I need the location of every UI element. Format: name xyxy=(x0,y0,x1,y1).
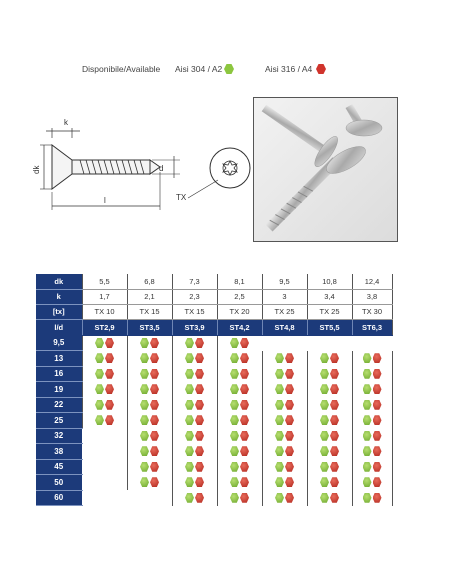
a2-hex-icon xyxy=(185,400,194,410)
length-row xyxy=(36,444,392,460)
a4-hex-icon xyxy=(195,462,204,472)
availability-cell xyxy=(307,413,352,429)
availability-cell xyxy=(352,335,392,351)
a2-hex-icon xyxy=(230,353,239,363)
availability-label: Disponibile/Available xyxy=(82,64,161,74)
a2-hex-icon xyxy=(320,446,329,456)
availability-cell xyxy=(217,475,262,491)
availability-cell xyxy=(82,351,127,367)
a2-hex-icon xyxy=(185,353,194,363)
spec-cell: 3,8 xyxy=(352,289,392,304)
availability-cell xyxy=(307,490,352,506)
a4-hex-icon xyxy=(150,353,159,363)
a4-hex-icon xyxy=(373,477,382,487)
a4-hex-icon xyxy=(330,493,339,503)
a4-hex-icon xyxy=(285,446,294,456)
availability-cell xyxy=(217,366,262,382)
availability-cell xyxy=(217,444,262,460)
length-row xyxy=(36,428,392,444)
a4-hex-icon xyxy=(240,477,249,487)
a2-hex-icon xyxy=(95,369,104,379)
size-header-row xyxy=(36,319,392,335)
availability-cell xyxy=(262,351,307,367)
dim-d-label: d xyxy=(159,164,164,173)
spec-row-tx xyxy=(36,304,392,319)
a2-hex-icon xyxy=(363,462,372,472)
length-row xyxy=(36,366,392,382)
a4-hex-icon xyxy=(195,493,204,503)
dim-dk-label: dk xyxy=(32,165,41,174)
availability-cell xyxy=(172,366,217,382)
a4-hex-icon xyxy=(373,400,382,410)
length-label: 9,5 xyxy=(36,335,82,351)
availability-cell xyxy=(352,475,392,491)
availability-cell xyxy=(82,382,127,398)
spec-cell: TX 15 xyxy=(172,304,217,319)
availability-cell xyxy=(262,382,307,398)
size-header-cell: ST4,2 xyxy=(217,319,262,335)
availability-cell xyxy=(82,459,127,475)
a4-hex-icon xyxy=(285,493,294,503)
a4-hex-icon xyxy=(240,338,249,348)
a2-hex-icon xyxy=(230,400,239,410)
a4-hex-icon xyxy=(373,431,382,441)
a4-hex-icon xyxy=(330,477,339,487)
availability-cell xyxy=(82,335,127,351)
availability-cell xyxy=(307,444,352,460)
a2-hex-icon xyxy=(230,493,239,503)
a2-hex-icon xyxy=(320,431,329,441)
availability-cell xyxy=(127,444,172,460)
dim-tx-label: TX xyxy=(176,193,187,202)
a2-hex-icon xyxy=(320,400,329,410)
a2-hex-icon xyxy=(224,64,234,74)
availability-cell xyxy=(127,413,172,429)
a2-hex-icon xyxy=(275,462,284,472)
spec-table xyxy=(36,274,393,506)
spec-cell: 7,3 xyxy=(172,274,217,289)
length-row xyxy=(36,397,392,413)
a2-hex-icon xyxy=(320,353,329,363)
a2-hex-icon xyxy=(185,369,194,379)
row-label: dk xyxy=(36,274,82,289)
length-row xyxy=(36,382,392,398)
availability-cell xyxy=(307,351,352,367)
a2-hex-icon xyxy=(275,400,284,410)
a4-hex-icon xyxy=(240,431,249,441)
a4-hex-icon xyxy=(373,446,382,456)
a4-hex-icon xyxy=(195,384,204,394)
a4-hex-icon xyxy=(195,353,204,363)
availability-cell xyxy=(127,475,172,491)
a2-hex-icon xyxy=(363,477,372,487)
a4-hex-icon xyxy=(330,384,339,394)
a4-hex-icon xyxy=(285,462,294,472)
a2-hex-icon xyxy=(320,415,329,425)
a2-hex-icon xyxy=(185,384,194,394)
a4-hex-icon xyxy=(150,431,159,441)
spec-cell: 3,4 xyxy=(307,289,352,304)
length-row xyxy=(36,335,392,351)
availability-cell xyxy=(307,335,352,351)
spec-cell: TX 25 xyxy=(262,304,307,319)
length-row xyxy=(36,475,392,491)
availability-cell xyxy=(127,366,172,382)
a2-hex-icon xyxy=(140,477,149,487)
a4-hex-icon xyxy=(373,353,382,363)
spec-cell: 3 xyxy=(262,289,307,304)
length-label: 50 xyxy=(36,475,82,491)
a4-hex-icon xyxy=(150,400,159,410)
availability-cell xyxy=(172,351,217,367)
spec-cell: 2,3 xyxy=(172,289,217,304)
spec-cell: TX 30 xyxy=(352,304,392,319)
a2-hex-icon xyxy=(275,415,284,425)
availability-cell xyxy=(352,490,392,506)
a4-hex-icon xyxy=(150,338,159,348)
a2-label: Aisi 304 / A2 xyxy=(175,64,223,74)
a2-hex-icon xyxy=(275,446,284,456)
row-label: k xyxy=(36,289,82,304)
a2-hex-icon xyxy=(320,462,329,472)
a4-hex-icon xyxy=(240,446,249,456)
a4-hex-icon xyxy=(240,353,249,363)
availability-cell xyxy=(352,413,392,429)
availability-cell xyxy=(127,459,172,475)
availability-cell xyxy=(217,428,262,444)
availability-cell xyxy=(82,366,127,382)
a2-hex-icon xyxy=(363,384,372,394)
a2-hex-icon xyxy=(275,431,284,441)
size-header-cell: ST6,3 xyxy=(352,319,392,335)
a2-hex-icon xyxy=(363,431,372,441)
a4-hex-icon xyxy=(285,353,294,363)
availability-cell xyxy=(172,444,217,460)
length-label: 22 xyxy=(36,397,82,413)
a4-hex-icon xyxy=(195,477,204,487)
spec-cell: 9,5 xyxy=(262,274,307,289)
a4-hex-icon xyxy=(240,384,249,394)
a4-hex-icon xyxy=(330,400,339,410)
size-header-cell: ST3,5 xyxy=(127,319,172,335)
availability-cell xyxy=(262,335,307,351)
availability-cell xyxy=(172,475,217,491)
length-label: 13 xyxy=(36,351,82,367)
availability-cell xyxy=(352,428,392,444)
availability-cell xyxy=(217,490,262,506)
spec-cell: 12,4 xyxy=(352,274,392,289)
a4-hex-icon xyxy=(195,415,204,425)
availability-cell xyxy=(172,490,217,506)
a2-hex-icon xyxy=(140,431,149,441)
availability-cell xyxy=(172,382,217,398)
a4-hex-icon xyxy=(150,415,159,425)
a4-hex-icon xyxy=(105,353,114,363)
availability-cell xyxy=(127,397,172,413)
availability-cell xyxy=(262,428,307,444)
a4-hex-icon xyxy=(150,384,159,394)
availability-cell xyxy=(172,397,217,413)
a4-hex-icon xyxy=(195,446,204,456)
availability-cell xyxy=(352,397,392,413)
a2-hex-icon xyxy=(185,477,194,487)
a2-hex-icon xyxy=(230,462,239,472)
material-legend xyxy=(0,62,452,78)
availability-cell xyxy=(307,428,352,444)
availability-cell xyxy=(352,459,392,475)
spec-row-dk xyxy=(36,274,392,289)
availability-cell xyxy=(217,335,262,351)
a2-hex-icon xyxy=(140,353,149,363)
availability-cell xyxy=(127,382,172,398)
availability-cell xyxy=(82,428,127,444)
a2-hex-icon xyxy=(320,369,329,379)
a4-hex-icon xyxy=(330,431,339,441)
spec-cell: 8,1 xyxy=(217,274,262,289)
length-row xyxy=(36,351,392,367)
a4-hex-icon xyxy=(240,369,249,379)
length-label: 25 xyxy=(36,413,82,429)
availability-cell xyxy=(307,382,352,398)
size-header-cell: ST2,9 xyxy=(82,319,127,335)
spec-row-k xyxy=(36,289,392,304)
availability-cell xyxy=(352,351,392,367)
a2-hex-icon xyxy=(230,415,239,425)
a2-hex-icon xyxy=(140,462,149,472)
a4-hex-icon xyxy=(373,462,382,472)
spec-cell: TX 20 xyxy=(217,304,262,319)
availability-cell xyxy=(262,444,307,460)
availability-cell xyxy=(262,459,307,475)
availability-cell xyxy=(172,335,217,351)
a4-hex-icon xyxy=(240,462,249,472)
a2-hex-icon xyxy=(363,353,372,363)
a2-hex-icon xyxy=(275,384,284,394)
a2-hex-icon xyxy=(275,477,284,487)
spec-cell: 1,7 xyxy=(82,289,127,304)
a2-hex-icon xyxy=(230,338,239,348)
a4-hex-icon xyxy=(373,384,382,394)
a2-hex-icon xyxy=(230,431,239,441)
dim-k-label: k xyxy=(64,118,68,127)
a2-hex-icon xyxy=(185,415,194,425)
row-label: [tx] xyxy=(36,304,82,319)
spec-cell: 2,1 xyxy=(127,289,172,304)
a2-hex-icon xyxy=(185,338,194,348)
a2-hex-icon xyxy=(140,400,149,410)
spec-cell: TX 25 xyxy=(307,304,352,319)
length-label: 45 xyxy=(36,459,82,475)
a4-hex-icon xyxy=(105,400,114,410)
availability-cell xyxy=(307,366,352,382)
length-label: 60 xyxy=(36,490,82,506)
a2-hex-icon xyxy=(320,477,329,487)
spec-cell: 10,8 xyxy=(307,274,352,289)
a4-hex-icon xyxy=(195,431,204,441)
size-header-label: l/d xyxy=(36,319,82,335)
a2-hex-icon xyxy=(320,493,329,503)
a2-hex-icon xyxy=(185,446,194,456)
a4-hex-icon xyxy=(330,369,339,379)
availability-cell xyxy=(217,413,262,429)
availability-cell xyxy=(262,397,307,413)
a2-hex-icon xyxy=(140,369,149,379)
a2-hex-icon xyxy=(95,415,104,425)
availability-cell xyxy=(352,382,392,398)
a4-hex-icon xyxy=(240,415,249,425)
a2-hex-icon xyxy=(230,477,239,487)
spec-cell: 2,5 xyxy=(217,289,262,304)
a2-hex-icon xyxy=(185,462,194,472)
a2-hex-icon xyxy=(230,384,239,394)
a4-hex-icon xyxy=(285,384,294,394)
availability-cell xyxy=(127,335,172,351)
a4-hex-icon xyxy=(150,446,159,456)
availability-cell xyxy=(352,366,392,382)
a2-hex-icon xyxy=(363,493,372,503)
length-label: 19 xyxy=(36,382,82,398)
a4-hex-icon xyxy=(285,400,294,410)
a2-hex-icon xyxy=(95,384,104,394)
availability-cell xyxy=(172,428,217,444)
length-row xyxy=(36,413,392,429)
screw-product-photo xyxy=(253,97,398,242)
availability-cell xyxy=(127,428,172,444)
spec-cell: 6,8 xyxy=(127,274,172,289)
availability-cell xyxy=(127,351,172,367)
a4-hex-icon xyxy=(285,477,294,487)
a2-hex-icon xyxy=(363,446,372,456)
a2-hex-icon xyxy=(95,353,104,363)
a2-hex-icon xyxy=(230,369,239,379)
availability-cell xyxy=(82,475,127,491)
availability-cell xyxy=(262,413,307,429)
a4-hex-icon xyxy=(285,415,294,425)
availability-cell xyxy=(172,459,217,475)
a2-hex-icon xyxy=(140,446,149,456)
availability-cell xyxy=(307,475,352,491)
a4-hex-icon xyxy=(330,415,339,425)
a2-hex-icon xyxy=(363,400,372,410)
a4-hex-icon xyxy=(105,338,114,348)
a4-hex-icon xyxy=(195,338,204,348)
availability-cell xyxy=(82,444,127,460)
length-label: 16 xyxy=(36,366,82,382)
a4-hex-icon xyxy=(195,369,204,379)
a2-hex-icon xyxy=(363,369,372,379)
availability-cell xyxy=(262,366,307,382)
spec-cell: 5,5 xyxy=(82,274,127,289)
size-header-cell: ST4,8 xyxy=(262,319,307,335)
a4-hex-icon xyxy=(240,493,249,503)
a4-hex-icon xyxy=(330,446,339,456)
availability-cell xyxy=(172,413,217,429)
dim-l-label: l xyxy=(104,196,106,205)
a2-hex-icon xyxy=(363,415,372,425)
a2-hex-icon xyxy=(275,493,284,503)
availability-cell xyxy=(217,351,262,367)
availability-cell xyxy=(127,490,172,506)
a2-hex-icon xyxy=(140,338,149,348)
length-row xyxy=(36,490,392,506)
availability-cell xyxy=(307,459,352,475)
a4-hex-icon xyxy=(285,431,294,441)
length-label: 38 xyxy=(36,444,82,460)
a4-hex-icon xyxy=(330,462,339,472)
a4-hex-icon xyxy=(150,369,159,379)
a4-hex-icon xyxy=(105,384,114,394)
a4-hex-icon xyxy=(330,353,339,363)
a4-hex-icon xyxy=(373,493,382,503)
a2-hex-icon xyxy=(185,493,194,503)
a2-hex-icon xyxy=(320,384,329,394)
a4-label: Aisi 316 / A4 xyxy=(265,64,313,74)
a2-hex-icon xyxy=(185,431,194,441)
availability-cell xyxy=(352,444,392,460)
a2-hex-icon xyxy=(140,384,149,394)
availability-cell xyxy=(82,413,127,429)
a2-hex-icon xyxy=(95,400,104,410)
availability-cell xyxy=(82,490,127,506)
a2-hex-icon xyxy=(275,369,284,379)
spec-cell: TX 15 xyxy=(127,304,172,319)
availability-cell xyxy=(217,459,262,475)
length-row xyxy=(36,459,392,475)
screw-technical-drawing xyxy=(30,112,260,222)
size-header-cell: ST3,9 xyxy=(172,319,217,335)
a4-hex-icon xyxy=(150,462,159,472)
availability-cell xyxy=(217,397,262,413)
a4-hex-icon xyxy=(373,415,382,425)
a2-hex-icon xyxy=(140,415,149,425)
availability-cell xyxy=(262,490,307,506)
a4-hex-icon xyxy=(105,415,114,425)
a4-hex-icon xyxy=(240,400,249,410)
availability-cell xyxy=(262,475,307,491)
size-header-cell: ST5,5 xyxy=(307,319,352,335)
availability-cell xyxy=(217,382,262,398)
availability-cell xyxy=(82,397,127,413)
a4-hex-icon xyxy=(285,369,294,379)
a4-hex-icon xyxy=(195,400,204,410)
a2-hex-icon xyxy=(275,353,284,363)
a4-hex-icon xyxy=(105,369,114,379)
a2-hex-icon xyxy=(95,338,104,348)
a2-hex-icon xyxy=(230,446,239,456)
availability-cell xyxy=(307,397,352,413)
a4-hex-icon xyxy=(316,64,326,74)
spec-cell: TX 10 xyxy=(82,304,127,319)
length-label: 32 xyxy=(36,428,82,444)
a4-hex-icon xyxy=(373,369,382,379)
a4-hex-icon xyxy=(150,477,159,487)
